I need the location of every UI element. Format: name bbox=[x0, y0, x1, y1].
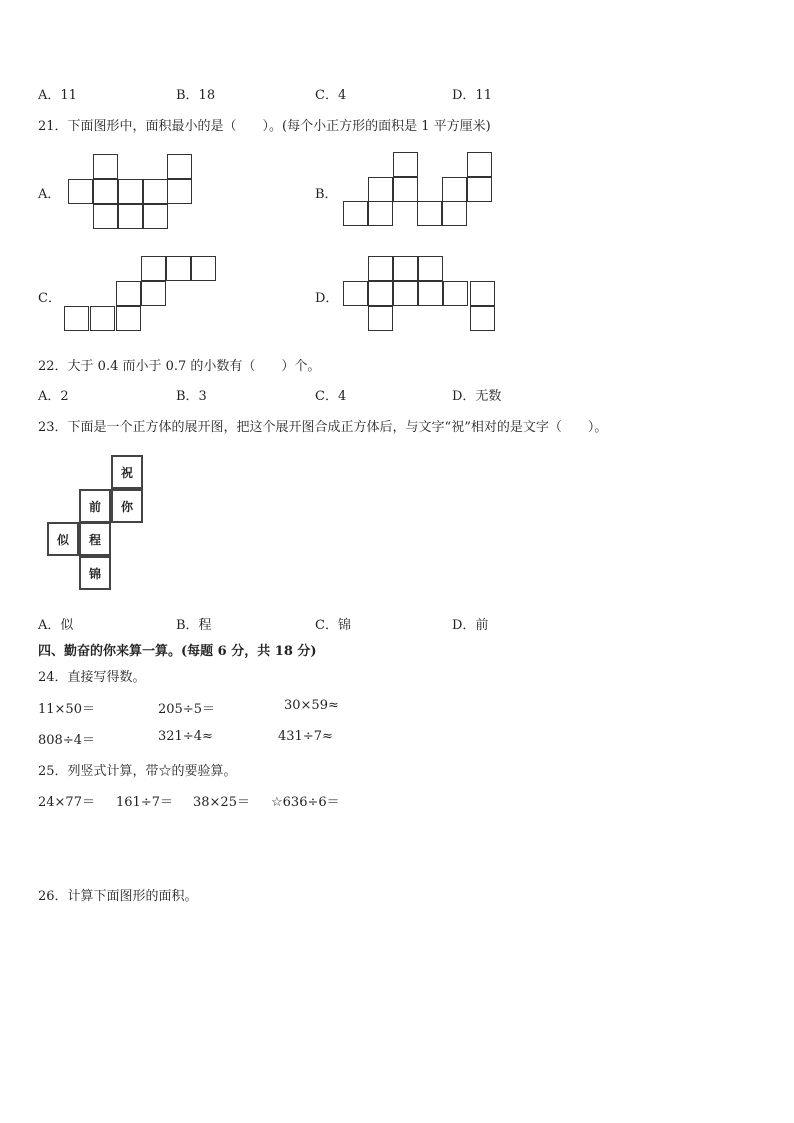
q23-option-c: C．锦 bbox=[315, 618, 351, 633]
q23-option-d: D．前 bbox=[452, 618, 489, 633]
q20-option-a: A．11 bbox=[38, 88, 77, 103]
q24-item: 11×50＝ bbox=[38, 702, 95, 717]
q24-item: 205÷5＝ bbox=[158, 702, 215, 717]
q21-label-b: B． bbox=[315, 187, 338, 202]
q25-stem: 25．列竖式计算，带☆的要验算。 bbox=[38, 764, 237, 779]
q22-option-c: C．4 bbox=[315, 389, 347, 404]
q20-option-c: C．4 bbox=[315, 88, 347, 103]
q21-label-c: C． bbox=[38, 291, 61, 306]
q23-stem: 23．下面是一个正方体的展开图，把这个展开图合成正方体后，与文字“祝”相对的是文字（ ）。 bbox=[38, 420, 608, 435]
q25-item: 38×25＝ bbox=[193, 795, 250, 810]
q24-item: 321÷4≈ bbox=[158, 729, 213, 744]
q26-stem: 26．计算下面图形的面积。 bbox=[38, 889, 198, 904]
q24-item: 431÷7≈ bbox=[278, 729, 333, 744]
section-4-title: 四、勤奋的你来算一算。(每题 6 分，共 18 分) bbox=[38, 644, 317, 659]
q23-option-a: A．似 bbox=[38, 618, 74, 633]
q25-item: 161÷7＝ bbox=[116, 795, 173, 810]
cube-face-qian: 前 bbox=[79, 489, 111, 523]
q21-label-d: D． bbox=[315, 291, 339, 306]
q24-stem: 24．直接写得数。 bbox=[38, 670, 146, 685]
cube-face-jin: 锦 bbox=[79, 556, 111, 590]
q22-option-a: A．2 bbox=[38, 389, 69, 404]
cube-face-cheng: 程 bbox=[79, 522, 111, 556]
q22-option-d: D．无数 bbox=[452, 389, 502, 404]
cube-face-ni: 你 bbox=[111, 489, 143, 523]
q24-item: 30×59≈ bbox=[284, 698, 339, 713]
q24-item: 808÷4＝ bbox=[38, 733, 95, 748]
q23-option-b: B．程 bbox=[176, 618, 212, 633]
q25-item: ☆636÷6＝ bbox=[271, 795, 340, 810]
q21-stem: 21．下面图形中，面积最小的是（ ）。(每个小正方形的面积是 1 平方厘米) bbox=[38, 119, 491, 134]
cube-face-zhu: 祝 bbox=[111, 455, 143, 489]
q25-item: 24×77＝ bbox=[38, 795, 95, 810]
q21-label-a: A． bbox=[38, 187, 61, 202]
q22-stem: 22．大于 0.4 而小于 0.7 的小数有（ ）个。 bbox=[38, 359, 321, 374]
q20-option-d: D．11 bbox=[452, 88, 492, 103]
q22-option-b: B．3 bbox=[176, 389, 207, 404]
cube-face-si: 似 bbox=[47, 522, 79, 556]
q20-option-b: B．18 bbox=[176, 88, 216, 103]
